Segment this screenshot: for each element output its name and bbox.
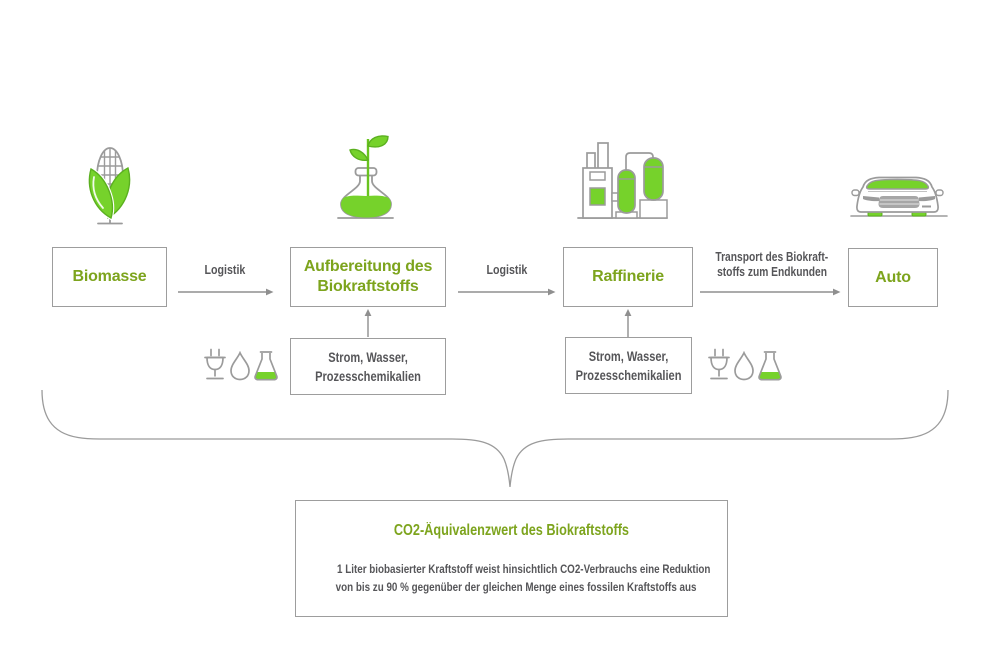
- water-drop-icon: [733, 351, 755, 381]
- stage-box-raffinerie: [563, 247, 693, 307]
- logistik-2-text: Logistik: [486, 262, 528, 277]
- connector-label-logistik-2: [458, 262, 556, 277]
- input-label-right: Strom, Wasser, Prozesschemikalien: [575, 348, 682, 383]
- transport-line-2: stoffs zum Endkunden: [717, 264, 827, 279]
- stage-box-aufbereitung: [290, 247, 446, 307]
- stage-label-auto: Auto: [875, 268, 911, 286]
- connector-label-logistik-1: [178, 262, 272, 277]
- summary-body-line-2: von bis zu 90 % gegenüber der gleichen Menge eines fossilen Kraftstoffs aus: [335, 579, 697, 594]
- input-box-left: [290, 338, 446, 395]
- stage-label-aufbereitung: Aufbereitung des Biokraftstoffs: [303, 258, 433, 295]
- stage-label-biomasse: Biomasse: [72, 268, 147, 285]
- flask-plant-icon: [330, 134, 398, 222]
- connector-label-transport: [693, 250, 851, 279]
- curly-brace: [42, 390, 948, 487]
- transport-line-1: Transport des Biokraft-: [715, 250, 829, 264]
- stage-box-biomasse: [52, 247, 167, 307]
- summary-title-text: CO2-Äquivalenzwert des Biokraftstoffs: [393, 522, 630, 539]
- input-label-left: Strom, Wasser, Prozesschemikalien: [315, 349, 421, 384]
- corn-icon: [84, 144, 134, 226]
- car-icon: [849, 176, 949, 218]
- power-plug-icon: [203, 348, 227, 381]
- summary-body-line-1: 1 Liter biobasierter Kraftstoff weist hinsichtlich CO2-Verbrauchs eine Reduktion: [336, 562, 711, 576]
- stage-box-auto: [848, 248, 938, 307]
- water-drop-icon: [229, 351, 251, 381]
- power-plug-icon: [707, 348, 731, 381]
- summary-title: [296, 522, 727, 540]
- stage-label-raffinerie: Raffinerie: [592, 268, 664, 285]
- summary-body: [296, 561, 727, 596]
- chemical-flask-icon: [252, 350, 280, 381]
- logistik-1-text: Logistik: [204, 262, 246, 277]
- input-box-right: [565, 337, 692, 394]
- refinery-icon: [576, 141, 670, 220]
- chemical-flask-icon: [756, 350, 784, 381]
- summary-box: [295, 500, 728, 617]
